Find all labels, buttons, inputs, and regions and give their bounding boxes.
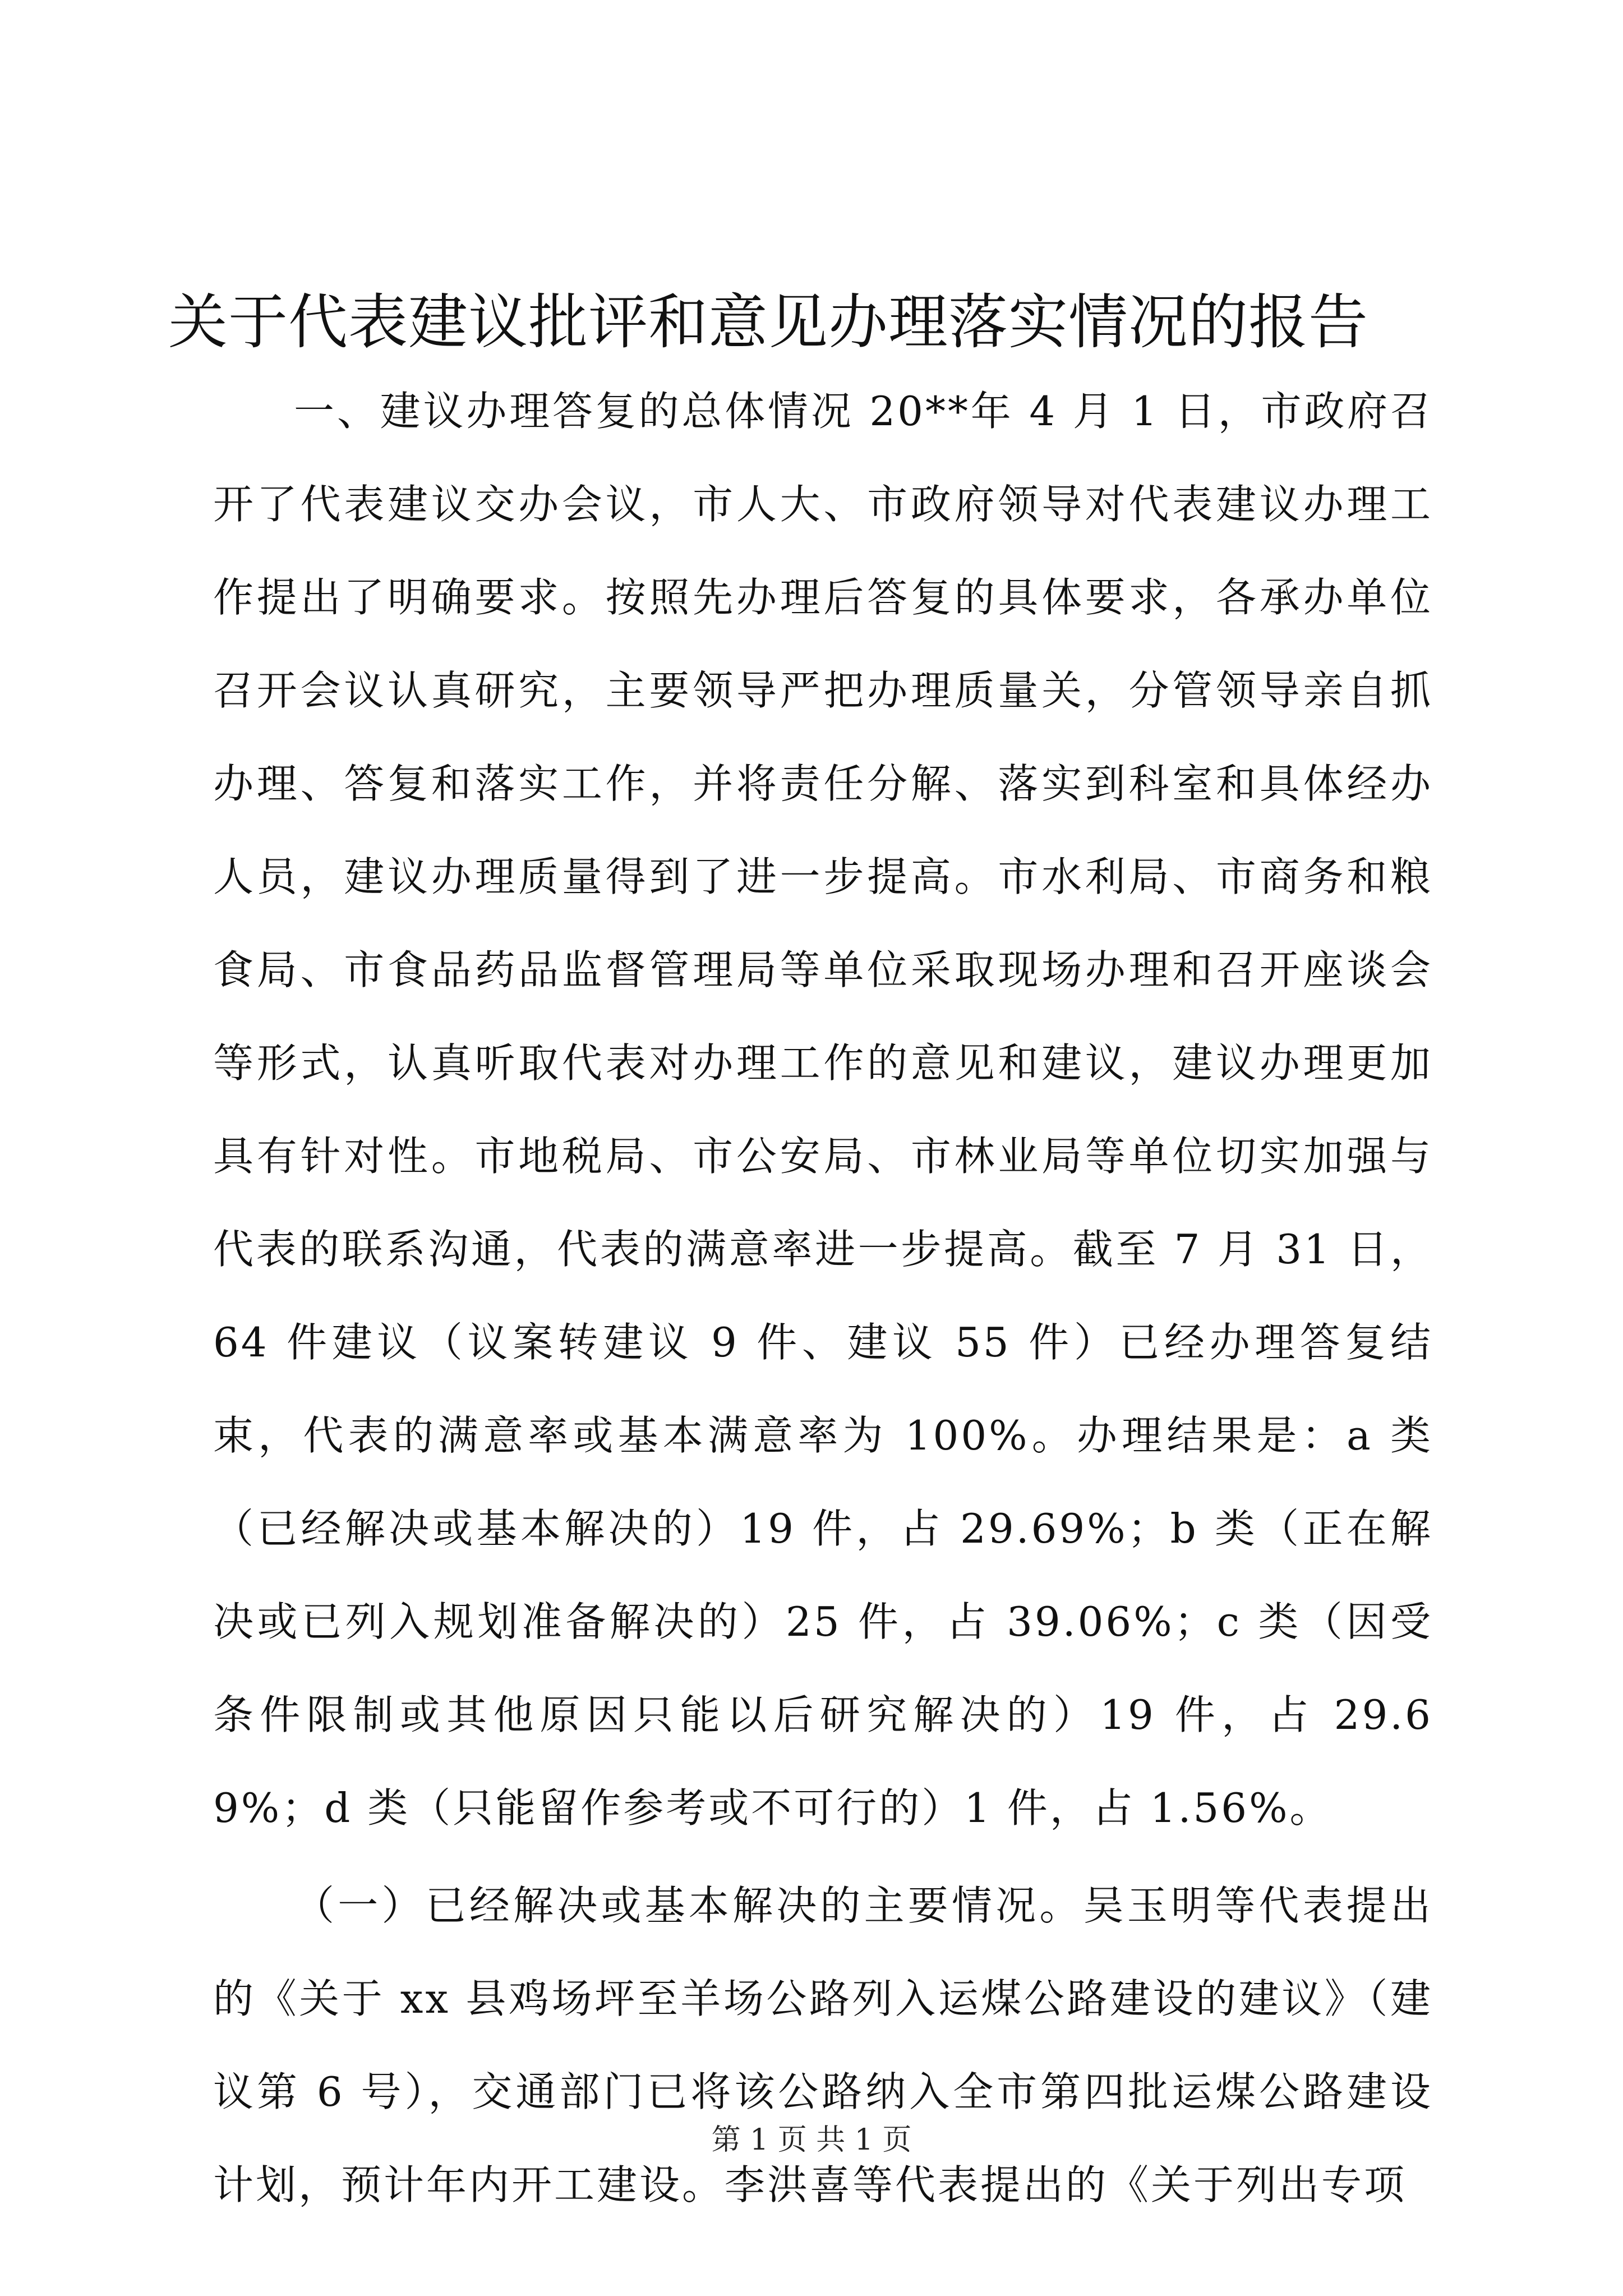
document-body — [213, 365, 1433, 2231]
paragraph-resolved-cases: （一）已经解决或基本解决的主要情况。吴玉明等代表提出的《关于 xx 县鸡场坪至羊场公路列入运煤公路建设的建议》（建议第 6 号），交通部门已将该公路纳入全市第四批运煤公路建设计划，预计年内开工建设。李洪喜等代表提出的《关于列出专项 — [213, 1882, 1433, 2208]
document-title: 关于代表建议批评和意见办理落实情况的报告 — [168, 288, 1368, 357]
page-footer — [0, 2120, 1623, 2160]
page-number-label: 第 1 页 共 1 页 — [711, 2123, 912, 2157]
paragraph-overview: 一、建议办理答复的总体情况 20**年 4 月 1 日，市政府召开了代表建议交办会议，市人大、市政府领导对代表建议办理工作提出了明确要求。按照先办理后答复的具体要求，各承办单位召开会议认真研究，主要领导严把办理质量关，分管领导亲自抓办理、答复和落实工作，并将责任分解、落实到科室和具体经办人员，建议办理质量得到了进一步提高。市水利局、市商务和粮食局、市食品药品监督管理局等单位采取现场办理和召开座谈会等形式，认真听取代表对办理工作的意见和建议，建议办理更加具有针对性。市地税局、市公安局、市林业局等单位切实加强与代表的联系沟通，代表的满意率进一步提高。截至 7 月 31 日，64 件建议（议案转建议 9 件、建议 55 件）已经办理答复结束，代表的满意率或基本满意率为 100%。办理结果是：a 类（已经解决或基本解决的）19 件，占 29.69%；b 类（正在解决或已列入规划准备解决的）25 件，占 39.06%；c 类（因受条件限制或其他原因只能以后研究解决的）19 件，占 29.69%；d 类（只能留作参考或不可行的）1 件，占 1.56%。 — [213, 388, 1433, 1832]
